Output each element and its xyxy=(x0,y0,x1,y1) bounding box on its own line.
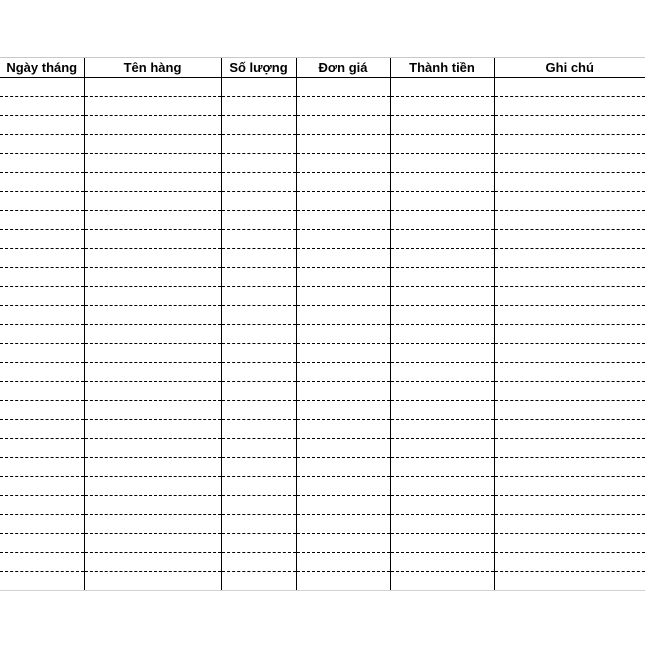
unit-price-cell[interactable] xyxy=(296,268,390,287)
notes-cell[interactable] xyxy=(494,420,645,439)
date-cell[interactable] xyxy=(0,344,84,363)
table-row xyxy=(0,515,645,534)
amount-cell[interactable] xyxy=(390,154,494,173)
unit-price-cell[interactable] xyxy=(296,230,390,249)
item-name-cell[interactable] xyxy=(84,496,221,515)
amount-cell[interactable] xyxy=(390,534,494,553)
notes-cell[interactable] xyxy=(494,401,645,420)
date-cell[interactable] xyxy=(0,515,84,534)
table-row xyxy=(0,230,645,249)
quantity-cell[interactable] xyxy=(221,97,296,116)
quantity-cell[interactable] xyxy=(221,268,296,287)
amount-cell[interactable] xyxy=(390,116,494,135)
item-name-cell[interactable] xyxy=(84,230,221,249)
quantity-cell[interactable] xyxy=(221,458,296,477)
unit-price-cell[interactable] xyxy=(296,287,390,306)
header-quantity: Số lượng xyxy=(221,58,296,78)
notes-cell[interactable] xyxy=(494,154,645,173)
amount-cell[interactable] xyxy=(390,78,494,97)
amount-cell[interactable] xyxy=(390,306,494,325)
date-cell[interactable] xyxy=(0,325,84,344)
item-name-cell[interactable] xyxy=(84,192,221,211)
notes-cell[interactable] xyxy=(494,363,645,382)
quantity-cell[interactable] xyxy=(221,572,296,591)
unit-price-cell[interactable] xyxy=(296,78,390,97)
date-cell[interactable] xyxy=(0,572,84,591)
notes-cell[interactable] xyxy=(494,534,645,553)
unit-price-cell[interactable] xyxy=(296,97,390,116)
amount-cell[interactable] xyxy=(390,135,494,154)
notes-cell[interactable] xyxy=(494,211,645,230)
quantity-cell[interactable] xyxy=(221,477,296,496)
quantity-cell[interactable] xyxy=(221,325,296,344)
item-name-cell[interactable] xyxy=(84,135,221,154)
notes-cell[interactable] xyxy=(494,306,645,325)
quantity-cell[interactable] xyxy=(221,496,296,515)
notes-cell[interactable] xyxy=(494,97,645,116)
unit-price-cell[interactable] xyxy=(296,420,390,439)
quantity-cell[interactable] xyxy=(221,553,296,572)
amount-cell[interactable] xyxy=(390,477,494,496)
notes-cell[interactable] xyxy=(494,192,645,211)
quantity-cell[interactable] xyxy=(221,515,296,534)
table-row xyxy=(0,553,645,572)
unit-price-cell[interactable] xyxy=(296,534,390,553)
quantity-cell[interactable] xyxy=(221,78,296,97)
table-row xyxy=(0,496,645,515)
unit-price-cell[interactable] xyxy=(296,135,390,154)
quantity-cell[interactable] xyxy=(221,230,296,249)
unit-price-cell[interactable] xyxy=(296,116,390,135)
amount-cell[interactable] xyxy=(390,287,494,306)
quantity-cell[interactable] xyxy=(221,363,296,382)
quantity-cell[interactable] xyxy=(221,439,296,458)
unit-price-cell[interactable] xyxy=(296,173,390,192)
unit-price-cell[interactable] xyxy=(296,439,390,458)
unit-price-cell[interactable] xyxy=(296,192,390,211)
date-cell[interactable] xyxy=(0,230,84,249)
date-cell[interactable] xyxy=(0,439,84,458)
amount-cell[interactable] xyxy=(390,344,494,363)
date-cell[interactable] xyxy=(0,211,84,230)
item-name-cell[interactable] xyxy=(84,553,221,572)
amount-cell[interactable] xyxy=(390,173,494,192)
item-name-cell[interactable] xyxy=(84,458,221,477)
item-name-cell[interactable] xyxy=(84,420,221,439)
notes-cell[interactable] xyxy=(494,116,645,135)
item-name-cell[interactable] xyxy=(84,363,221,382)
item-name-cell[interactable] xyxy=(84,268,221,287)
amount-cell[interactable] xyxy=(390,363,494,382)
unit-price-cell[interactable] xyxy=(296,249,390,268)
table-row xyxy=(0,78,645,97)
table-row xyxy=(0,173,645,192)
amount-cell[interactable] xyxy=(390,572,494,591)
item-name-cell[interactable] xyxy=(84,325,221,344)
quantity-cell[interactable] xyxy=(221,344,296,363)
header-row xyxy=(0,58,645,78)
quantity-cell[interactable] xyxy=(221,116,296,135)
table-row xyxy=(0,572,645,591)
table-row xyxy=(0,306,645,325)
date-cell[interactable] xyxy=(0,363,84,382)
amount-cell[interactable] xyxy=(390,249,494,268)
notes-cell[interactable] xyxy=(494,439,645,458)
amount-cell[interactable] xyxy=(390,192,494,211)
item-name-cell[interactable] xyxy=(84,401,221,420)
amount-cell[interactable] xyxy=(390,439,494,458)
table-row xyxy=(0,534,645,553)
quantity-cell[interactable] xyxy=(221,154,296,173)
amount-cell[interactable] xyxy=(390,401,494,420)
table-row xyxy=(0,287,645,306)
ledger-table xyxy=(0,57,645,591)
date-cell[interactable] xyxy=(0,534,84,553)
quantity-cell[interactable] xyxy=(221,420,296,439)
amount-cell[interactable] xyxy=(390,211,494,230)
quantity-cell[interactable] xyxy=(221,249,296,268)
quantity-cell[interactable] xyxy=(221,192,296,211)
item-name-cell[interactable] xyxy=(84,382,221,401)
quantity-cell[interactable] xyxy=(221,306,296,325)
unit-price-cell[interactable] xyxy=(296,363,390,382)
header-unit-price: Đơn giá xyxy=(296,58,390,78)
item-name-cell[interactable] xyxy=(84,515,221,534)
quantity-cell[interactable] xyxy=(221,401,296,420)
date-cell[interactable] xyxy=(0,97,84,116)
quantity-cell[interactable] xyxy=(221,173,296,192)
notes-cell[interactable] xyxy=(494,325,645,344)
date-cell[interactable] xyxy=(0,116,84,135)
date-cell[interactable] xyxy=(0,78,84,97)
item-name-cell[interactable] xyxy=(84,78,221,97)
notes-cell[interactable] xyxy=(494,230,645,249)
item-name-cell[interactable] xyxy=(84,173,221,192)
item-name-cell[interactable] xyxy=(84,116,221,135)
unit-price-cell[interactable] xyxy=(296,154,390,173)
unit-price-cell[interactable] xyxy=(296,553,390,572)
amount-cell[interactable] xyxy=(390,382,494,401)
date-cell[interactable] xyxy=(0,477,84,496)
item-name-cell[interactable] xyxy=(84,477,221,496)
date-cell[interactable] xyxy=(0,154,84,173)
amount-cell[interactable] xyxy=(390,268,494,287)
header-notes: Ghi chú xyxy=(494,58,645,78)
date-cell[interactable] xyxy=(0,401,84,420)
notes-cell[interactable] xyxy=(494,458,645,477)
table-row xyxy=(0,116,645,135)
amount-cell[interactable] xyxy=(390,97,494,116)
item-name-cell[interactable] xyxy=(84,287,221,306)
item-name-cell[interactable] xyxy=(84,439,221,458)
table-row xyxy=(0,268,645,287)
notes-cell[interactable] xyxy=(494,515,645,534)
date-cell[interactable] xyxy=(0,496,84,515)
notes-cell[interactable] xyxy=(494,173,645,192)
unit-price-cell[interactable] xyxy=(296,572,390,591)
amount-cell[interactable] xyxy=(390,515,494,534)
quantity-cell[interactable] xyxy=(221,382,296,401)
date-cell[interactable] xyxy=(0,287,84,306)
table-row xyxy=(0,363,645,382)
table-row xyxy=(0,135,645,154)
amount-cell[interactable] xyxy=(390,553,494,572)
notes-cell[interactable] xyxy=(494,553,645,572)
unit-price-cell[interactable] xyxy=(296,477,390,496)
amount-cell[interactable] xyxy=(390,458,494,477)
table-row xyxy=(0,97,645,116)
table-row xyxy=(0,382,645,401)
notes-cell[interactable] xyxy=(494,78,645,97)
ledger-body xyxy=(0,78,645,591)
item-name-cell[interactable] xyxy=(84,306,221,325)
notes-cell[interactable] xyxy=(494,249,645,268)
notes-cell[interactable] xyxy=(494,496,645,515)
unit-price-cell[interactable] xyxy=(296,306,390,325)
table-row xyxy=(0,211,645,230)
date-cell[interactable] xyxy=(0,173,84,192)
unit-price-cell[interactable] xyxy=(296,211,390,230)
date-cell[interactable] xyxy=(0,382,84,401)
date-cell[interactable] xyxy=(0,268,84,287)
table-row xyxy=(0,477,645,496)
header-date: Ngày tháng xyxy=(0,58,84,78)
quantity-cell[interactable] xyxy=(221,287,296,306)
table-row xyxy=(0,325,645,344)
notes-cell[interactable] xyxy=(494,344,645,363)
unit-price-cell[interactable] xyxy=(296,344,390,363)
date-cell[interactable] xyxy=(0,192,84,211)
date-cell[interactable] xyxy=(0,420,84,439)
quantity-cell[interactable] xyxy=(221,534,296,553)
amount-cell[interactable] xyxy=(390,325,494,344)
table-row xyxy=(0,249,645,268)
unit-price-cell[interactable] xyxy=(296,382,390,401)
table-row xyxy=(0,439,645,458)
notes-cell[interactable] xyxy=(494,477,645,496)
item-name-cell[interactable] xyxy=(84,154,221,173)
unit-price-cell[interactable] xyxy=(296,515,390,534)
date-cell[interactable] xyxy=(0,553,84,572)
unit-price-cell[interactable] xyxy=(296,496,390,515)
header-item-name: Tên hàng xyxy=(84,58,221,78)
date-cell[interactable] xyxy=(0,306,84,325)
table-row xyxy=(0,154,645,173)
date-cell[interactable] xyxy=(0,135,84,154)
item-name-cell[interactable] xyxy=(84,249,221,268)
date-cell[interactable] xyxy=(0,458,84,477)
notes-cell[interactable] xyxy=(494,268,645,287)
notes-cell[interactable] xyxy=(494,135,645,154)
header-amount: Thành tiền xyxy=(390,58,494,78)
date-cell[interactable] xyxy=(0,249,84,268)
notes-cell[interactable] xyxy=(494,287,645,306)
unit-price-cell[interactable] xyxy=(296,325,390,344)
quantity-cell[interactable] xyxy=(221,135,296,154)
item-name-cell[interactable] xyxy=(84,534,221,553)
item-name-cell[interactable] xyxy=(84,344,221,363)
table-row xyxy=(0,344,645,363)
unit-price-cell[interactable] xyxy=(296,401,390,420)
notes-cell[interactable] xyxy=(494,572,645,591)
notes-cell[interactable] xyxy=(494,382,645,401)
unit-price-cell[interactable] xyxy=(296,458,390,477)
table-row xyxy=(0,192,645,211)
table-row xyxy=(0,401,645,420)
table-row xyxy=(0,420,645,439)
quantity-cell[interactable] xyxy=(221,211,296,230)
item-name-cell[interactable] xyxy=(84,572,221,591)
amount-cell[interactable] xyxy=(390,420,494,439)
amount-cell[interactable] xyxy=(390,496,494,515)
table-row xyxy=(0,458,645,477)
item-name-cell[interactable] xyxy=(84,97,221,116)
amount-cell[interactable] xyxy=(390,230,494,249)
item-name-cell[interactable] xyxy=(84,211,221,230)
